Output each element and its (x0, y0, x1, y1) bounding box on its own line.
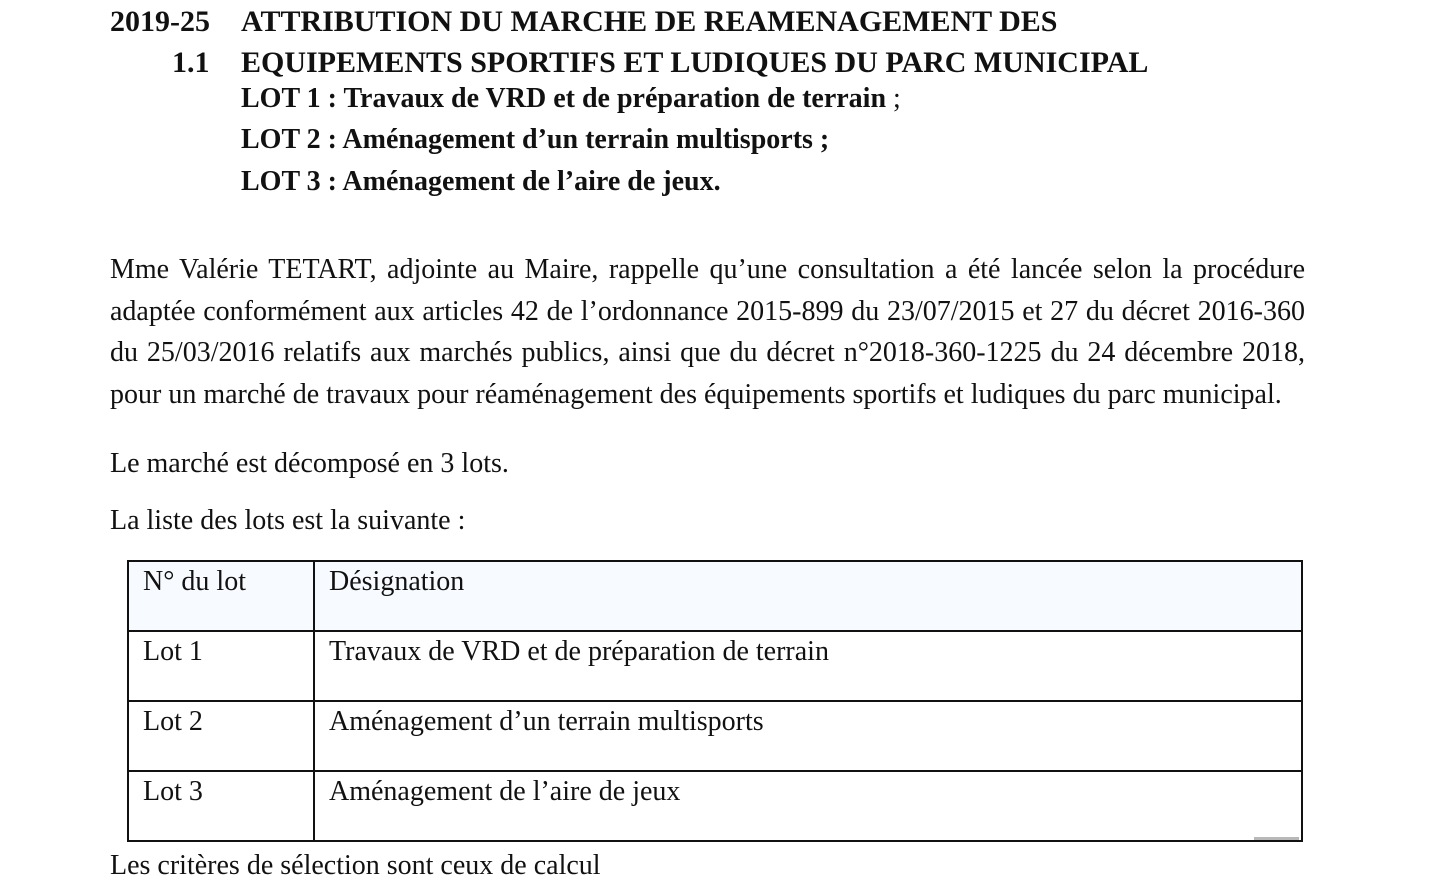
lot-1-suffix: ; (886, 83, 901, 114)
section-title-line-2: EQUIPEMENTS SPORTIFS ET LUDIQUES DU PARC MUNICIPAL (241, 46, 1149, 79)
section-title-line-1: ATTRIBUTION DU MARCHE DE REAMENAGEMENT DES (241, 5, 1058, 38)
lot-number-cell: Lot 1 (128, 631, 314, 701)
decomposition-text: Le marché est décomposé en 3 lots. (110, 448, 509, 479)
designation-cell: Aménagement d’un terrain multisports (314, 701, 1302, 771)
cut-off-paragraph: Les critères de sélection sont ceux de calcul (110, 850, 601, 881)
lot-list-intro: La liste des lots est la suivante : (110, 505, 466, 536)
lot-3-heading (241, 168, 721, 196)
table-row (128, 701, 1302, 771)
lot-1-label: LOT 1 : (241, 83, 344, 114)
lot-3-title: Aménagement de l’aire de jeux. (342, 166, 721, 197)
intro-paragraph: Mme Valérie TETART, adjointe au Maire, rappelle qu’une consultation a été lancée selon la procédure adaptée conformément aux articles 42 de l’ordonnance 2015-899 du 23/07/2015 et 27 du décret 2016-360 du 25/03/2016 relatifs aux marchés publics, ainsi que du décret n°2018-360-1225 du 24 décembre 2018, pour un marché de travaux pour réaménagement des équipements sportifs et ludiques du parc municipal. (110, 254, 1305, 410)
table-row (128, 631, 1302, 701)
scan-mark (1254, 837, 1299, 840)
lots-table (127, 560, 1303, 842)
lot-number-header: N° du lot (128, 561, 314, 631)
lot-2-label: LOT 2 : (241, 124, 343, 155)
lot-1-title: Travaux de VRD et de préparation de terrain (343, 83, 887, 114)
table-row (128, 771, 1302, 841)
lot-2-title: Aménagement d’un terrain multisports ; (342, 124, 830, 155)
section-number: 2019-25 (110, 5, 210, 38)
lot-1-heading (241, 85, 901, 113)
designation-header: Désignation (314, 561, 1302, 631)
lot-number-cell: Lot 2 (128, 701, 314, 771)
table-header-row (128, 561, 1302, 631)
lot-number-cell: Lot 3 (128, 771, 314, 841)
subsection-number: 1.1 (172, 46, 210, 79)
designation-cell: Travaux de VRD et de préparation de terrain (314, 631, 1302, 701)
lot-2-heading (241, 126, 829, 154)
designation-cell: Aménagement de l’aire de jeux (314, 771, 1302, 841)
lot-3-label: LOT 3 : (241, 166, 343, 197)
